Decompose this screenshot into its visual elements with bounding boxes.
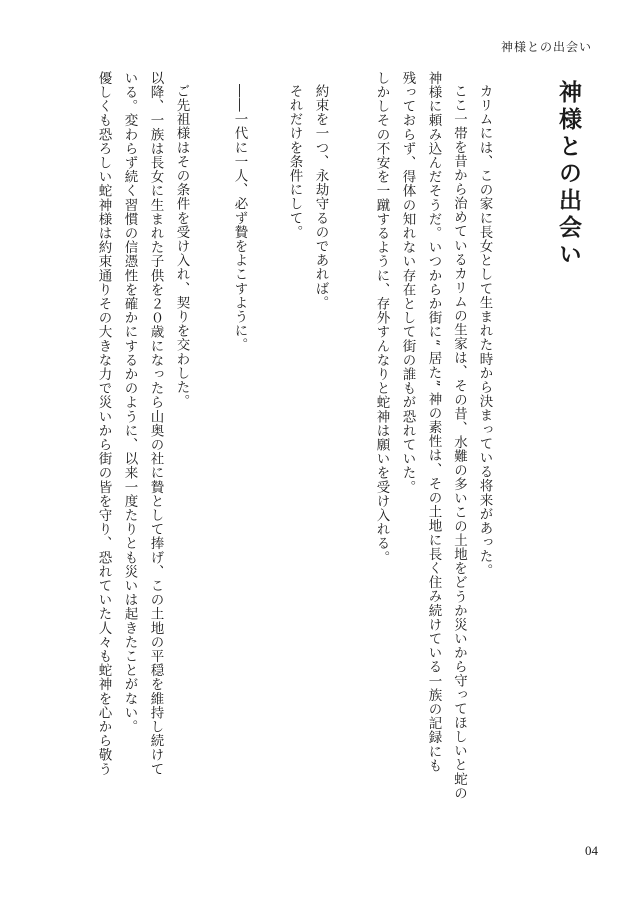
body-line: 神様に頼み込んだそうだ。いつからか街に“ 居た” 神の素性は、その土地に長く住み続けている一族の記録にも (425, 71, 442, 773)
body-line: 残っておらず、得体の知れない存在として街の誰もが恐れていた。 (399, 71, 416, 494)
body-line: しかしその不安を一蹴するように、存外すんなりと蛇神は願いを受け入れる。 (373, 71, 390, 565)
body-line: 約束を一つ、永劫守るのであれば。 (312, 84, 329, 310)
body-line: 優しくも恐ろしい蛇神様は約束通りその大きな力で災いから街の皆を守り、恐れていた人々も蛇神を心から敬う (95, 71, 112, 776)
body-line: 以降、一族は長女に生まれた子供を２０歳になったら山奥の社に贄として捧げ、この土地の平穏を維持し続けて (147, 71, 164, 776)
body-line: ここ一帯を昔から治めているカリムの生家は、その昔、水難の多いこの土地をどうか災いから守ってほしいと蛇の (451, 84, 467, 801)
body-line: カリムには、この家に長女として生まれた時から決まっている将来があった。 (476, 84, 493, 578)
chapter-title: 神様との出会い (555, 80, 581, 269)
body-line: いる。変わらず続く習慣の信憑性を確かにするかのように、以来一度たりとも災いは起きたことがない。 (121, 71, 138, 734)
running-header: 神様との出会い (500, 40, 592, 54)
body-line: ――一代に一人、必ず贄をよこすように。 (231, 84, 248, 352)
page-number: 04 (585, 843, 598, 858)
body-line: それだけを条件にして。 (286, 84, 303, 240)
body-line: ご先祖様はその条件を受け入れ、契りを交わした。 (173, 84, 190, 409)
